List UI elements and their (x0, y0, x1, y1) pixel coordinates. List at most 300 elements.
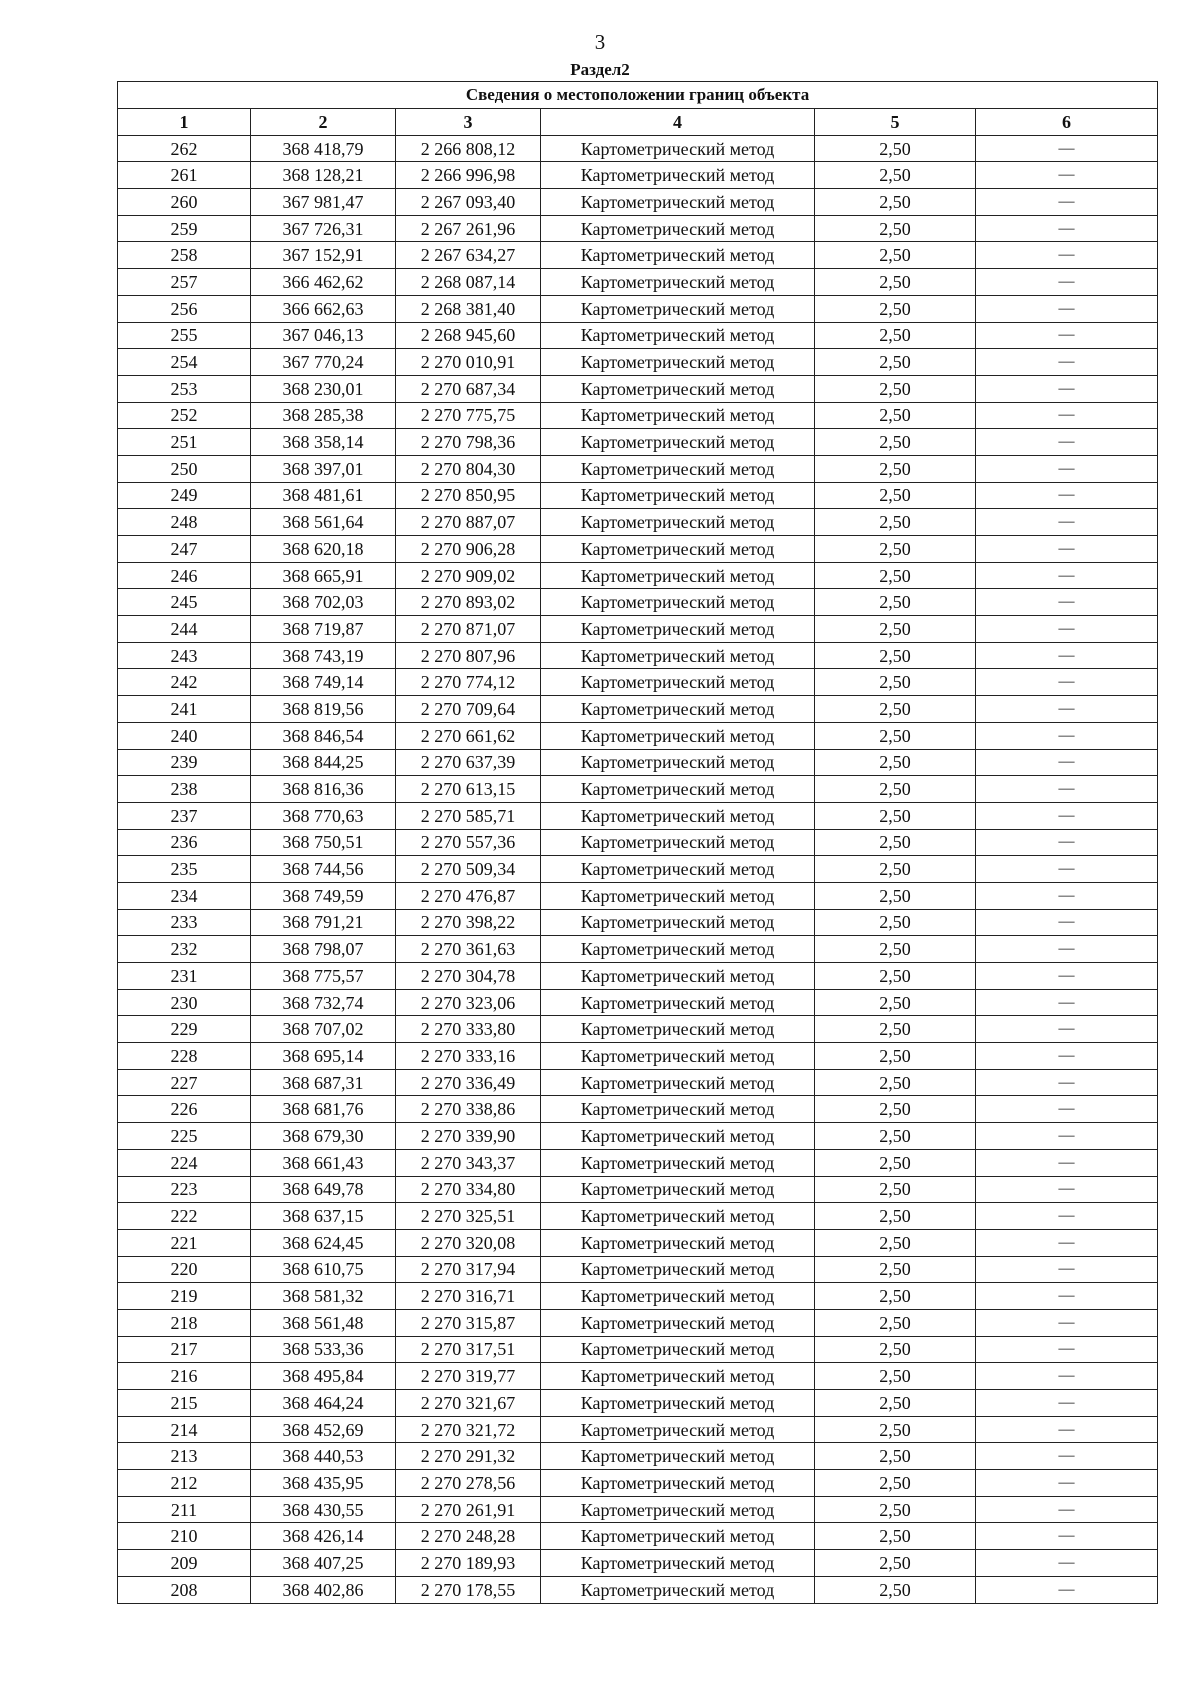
method-cell: Картометрический метод (541, 1336, 815, 1363)
method-cell: Картометрический метод (541, 909, 815, 936)
point-number-cell: 246 (118, 562, 251, 589)
y-coordinate-cell: 2 266 996,98 (396, 162, 541, 189)
table-row (118, 242, 1158, 269)
point-number-cell: 232 (118, 936, 251, 963)
method-cell: Картометрический метод (541, 189, 815, 216)
y-coordinate-cell: 2 270 637,39 (396, 749, 541, 776)
table-caption-row (118, 82, 1158, 109)
method-cell: Картометрический метод (541, 1043, 815, 1070)
y-coordinate-cell: 2 270 334,80 (396, 1176, 541, 1203)
point-number-cell: 214 (118, 1416, 251, 1443)
accuracy-cell: 2,50 (815, 375, 976, 402)
accuracy-cell: 2,50 (815, 1443, 976, 1470)
x-coordinate-cell: 368 230,01 (251, 375, 396, 402)
accuracy-cell: 2,50 (815, 1123, 976, 1150)
accuracy-cell: 2,50 (815, 536, 976, 563)
table-row (118, 989, 1158, 1016)
point-number-cell: 252 (118, 402, 251, 429)
description-cell: — (976, 1576, 1158, 1603)
column-number: 6 (976, 109, 1158, 136)
table-row (118, 1256, 1158, 1283)
description-cell: — (976, 802, 1158, 829)
accuracy-cell: 2,50 (815, 1283, 976, 1310)
method-cell: Картометрический метод (541, 402, 815, 429)
description-cell: — (976, 1309, 1158, 1336)
point-number-cell: 260 (118, 189, 251, 216)
method-cell: Картометрический метод (541, 1283, 815, 1310)
description-cell: — (976, 349, 1158, 376)
x-coordinate-cell: 368 561,64 (251, 509, 396, 536)
y-coordinate-cell: 2 268 087,14 (396, 269, 541, 296)
table-row (118, 963, 1158, 990)
method-cell: Картометрический метод (541, 429, 815, 456)
method-cell: Картометрический метод (541, 722, 815, 749)
table-row (118, 1043, 1158, 1070)
y-coordinate-cell: 2 270 278,56 (396, 1470, 541, 1497)
description-cell: — (976, 1363, 1158, 1390)
point-number-cell: 213 (118, 1443, 251, 1470)
accuracy-cell: 2,50 (815, 749, 976, 776)
description-cell: — (976, 509, 1158, 536)
method-cell: Картометрический метод (541, 242, 815, 269)
x-coordinate-cell: 368 481,61 (251, 482, 396, 509)
description-cell: — (976, 642, 1158, 669)
point-number-cell: 220 (118, 1256, 251, 1283)
point-number-cell: 237 (118, 802, 251, 829)
table-row (118, 189, 1158, 216)
description-cell: — (976, 402, 1158, 429)
method-cell: Картометрический метод (541, 322, 815, 349)
y-coordinate-cell: 2 270 871,07 (396, 616, 541, 643)
point-number-cell: 231 (118, 963, 251, 990)
accuracy-cell: 2,50 (815, 1043, 976, 1070)
description-cell: — (976, 963, 1158, 990)
x-coordinate-cell: 368 791,21 (251, 909, 396, 936)
y-coordinate-cell: 2 270 333,16 (396, 1043, 541, 1070)
point-number-cell: 233 (118, 909, 251, 936)
table-row (118, 295, 1158, 322)
table-row (118, 802, 1158, 829)
y-coordinate-cell: 2 270 509,34 (396, 856, 541, 883)
point-number-cell: 240 (118, 722, 251, 749)
y-coordinate-cell: 2 266 808,12 (396, 135, 541, 162)
table-row (118, 722, 1158, 749)
x-coordinate-cell: 368 665,91 (251, 562, 396, 589)
accuracy-cell: 2,50 (815, 1203, 976, 1230)
boundary-coordinates-table (117, 81, 1158, 1604)
method-cell: Картометрический метод (541, 1390, 815, 1417)
table-row (118, 669, 1158, 696)
description-cell: — (976, 989, 1158, 1016)
accuracy-cell: 2,50 (815, 642, 976, 669)
column-number: 2 (251, 109, 396, 136)
point-number-cell: 210 (118, 1523, 251, 1550)
x-coordinate-cell: 368 695,14 (251, 1043, 396, 1070)
table-row (118, 509, 1158, 536)
point-number-cell: 247 (118, 536, 251, 563)
x-coordinate-cell: 368 844,25 (251, 749, 396, 776)
point-number-cell: 225 (118, 1123, 251, 1150)
x-coordinate-cell: 368 775,57 (251, 963, 396, 990)
description-cell: — (976, 1203, 1158, 1230)
accuracy-cell: 2,50 (815, 1016, 976, 1043)
description-cell: — (976, 189, 1158, 216)
method-cell: Картометрический метод (541, 1096, 815, 1123)
point-number-cell: 244 (118, 616, 251, 643)
point-number-cell: 211 (118, 1496, 251, 1523)
x-coordinate-cell: 368 719,87 (251, 616, 396, 643)
accuracy-cell: 2,50 (815, 1363, 976, 1390)
description-cell: — (976, 669, 1158, 696)
point-number-cell: 219 (118, 1283, 251, 1310)
description-cell: — (976, 616, 1158, 643)
x-coordinate-cell: 368 687,31 (251, 1069, 396, 1096)
point-number-cell: 236 (118, 829, 251, 856)
point-number-cell: 241 (118, 696, 251, 723)
accuracy-cell: 2,50 (815, 1496, 976, 1523)
accuracy-cell: 2,50 (815, 1390, 976, 1417)
table-row (118, 1096, 1158, 1123)
method-cell: Картометрический метод (541, 509, 815, 536)
y-coordinate-cell: 2 270 291,32 (396, 1443, 541, 1470)
section-title: Раздел2 (570, 60, 630, 79)
accuracy-cell: 2,50 (815, 242, 976, 269)
method-cell: Картометрический метод (541, 642, 815, 669)
y-coordinate-cell: 2 270 557,36 (396, 829, 541, 856)
description-cell: — (976, 1283, 1158, 1310)
point-number-cell: 226 (118, 1096, 251, 1123)
method-cell: Картометрический метод (541, 749, 815, 776)
method-cell: Картометрический метод (541, 989, 815, 1016)
y-coordinate-cell: 2 270 304,78 (396, 963, 541, 990)
y-coordinate-cell: 2 270 319,77 (396, 1363, 541, 1390)
accuracy-cell: 2,50 (815, 589, 976, 616)
y-coordinate-cell: 2 270 320,08 (396, 1229, 541, 1256)
table-row (118, 749, 1158, 776)
x-coordinate-cell: 368 846,54 (251, 722, 396, 749)
method-cell: Картометрический метод (541, 1443, 815, 1470)
method-cell: Картометрический метод (541, 1149, 815, 1176)
method-cell: Картометрический метод (541, 269, 815, 296)
accuracy-cell: 2,50 (815, 696, 976, 723)
x-coordinate-cell: 368 707,02 (251, 1016, 396, 1043)
accuracy-cell: 2,50 (815, 215, 976, 242)
accuracy-cell: 2,50 (815, 162, 976, 189)
x-coordinate-cell: 366 462,62 (251, 269, 396, 296)
point-number-cell: 262 (118, 135, 251, 162)
method-cell: Картометрический метод (541, 1229, 815, 1256)
point-number-cell: 235 (118, 856, 251, 883)
y-coordinate-cell: 2 268 945,60 (396, 322, 541, 349)
description-cell: — (976, 1336, 1158, 1363)
y-coordinate-cell: 2 270 661,62 (396, 722, 541, 749)
point-number-cell: 221 (118, 1229, 251, 1256)
method-cell: Картометрический метод (541, 696, 815, 723)
accuracy-cell: 2,50 (815, 269, 976, 296)
method-cell: Картометрический метод (541, 375, 815, 402)
x-coordinate-cell: 368 798,07 (251, 936, 396, 963)
accuracy-cell: 2,50 (815, 802, 976, 829)
method-cell: Картометрический метод (541, 936, 815, 963)
x-coordinate-cell: 368 440,53 (251, 1443, 396, 1470)
description-cell: — (976, 135, 1158, 162)
x-coordinate-cell: 368 620,18 (251, 536, 396, 563)
x-coordinate-cell: 367 770,24 (251, 349, 396, 376)
point-number-cell: 209 (118, 1550, 251, 1577)
accuracy-cell: 2,50 (815, 1416, 976, 1443)
table-row (118, 909, 1158, 936)
y-coordinate-cell: 2 270 317,94 (396, 1256, 541, 1283)
accuracy-cell: 2,50 (815, 776, 976, 803)
point-number-cell: 257 (118, 269, 251, 296)
table-caption: Сведения о местоположении границ объекта (118, 82, 1158, 109)
point-number-cell: 208 (118, 1576, 251, 1603)
method-cell: Картометрический метод (541, 1470, 815, 1497)
method-cell: Картометрический метод (541, 856, 815, 883)
point-number-cell: 243 (118, 642, 251, 669)
description-cell: — (976, 1016, 1158, 1043)
point-number-cell: 212 (118, 1470, 251, 1497)
accuracy-cell: 2,50 (815, 1096, 976, 1123)
point-number-cell: 215 (118, 1390, 251, 1417)
table-row (118, 829, 1158, 856)
description-cell: — (976, 1390, 1158, 1417)
point-number-cell: 223 (118, 1176, 251, 1203)
description-cell: — (976, 1443, 1158, 1470)
description-cell: — (976, 375, 1158, 402)
y-coordinate-cell: 2 268 381,40 (396, 295, 541, 322)
x-coordinate-cell: 366 662,63 (251, 295, 396, 322)
x-coordinate-cell: 367 046,13 (251, 322, 396, 349)
x-coordinate-cell: 367 726,31 (251, 215, 396, 242)
method-cell: Картометрический метод (541, 1176, 815, 1203)
method-cell: Картометрический метод (541, 135, 815, 162)
y-coordinate-cell: 2 270 010,91 (396, 349, 541, 376)
y-coordinate-cell: 2 270 804,30 (396, 455, 541, 482)
description-cell: — (976, 536, 1158, 563)
description-cell: — (976, 882, 1158, 909)
column-numbers-row (118, 109, 1158, 136)
description-cell: — (976, 1096, 1158, 1123)
method-cell: Картометрический метод (541, 829, 815, 856)
accuracy-cell: 2,50 (815, 1176, 976, 1203)
accuracy-cell: 2,50 (815, 1229, 976, 1256)
x-coordinate-cell: 368 285,38 (251, 402, 396, 429)
table-row (118, 1470, 1158, 1497)
x-coordinate-cell: 368 426,14 (251, 1523, 396, 1550)
accuracy-cell: 2,50 (815, 616, 976, 643)
point-number-cell: 255 (118, 322, 251, 349)
x-coordinate-cell: 368 418,79 (251, 135, 396, 162)
y-coordinate-cell: 2 270 775,75 (396, 402, 541, 429)
x-coordinate-cell: 368 464,24 (251, 1390, 396, 1417)
table-row (118, 1309, 1158, 1336)
method-cell: Картометрический метод (541, 669, 815, 696)
table-row (118, 375, 1158, 402)
table-row (118, 1363, 1158, 1390)
accuracy-cell: 2,50 (815, 1576, 976, 1603)
y-coordinate-cell: 2 270 909,02 (396, 562, 541, 589)
method-cell: Картометрический метод (541, 802, 815, 829)
y-coordinate-cell: 2 267 093,40 (396, 189, 541, 216)
method-cell: Картометрический метод (541, 536, 815, 563)
description-cell: — (976, 589, 1158, 616)
y-coordinate-cell: 2 270 906,28 (396, 536, 541, 563)
accuracy-cell: 2,50 (815, 722, 976, 749)
table-row (118, 642, 1158, 669)
accuracy-cell: 2,50 (815, 1470, 976, 1497)
x-coordinate-cell: 368 358,14 (251, 429, 396, 456)
x-coordinate-cell: 368 816,36 (251, 776, 396, 803)
table-row (118, 349, 1158, 376)
y-coordinate-cell: 2 270 333,80 (396, 1016, 541, 1043)
method-cell: Картометрический метод (541, 215, 815, 242)
y-coordinate-cell: 2 267 634,27 (396, 242, 541, 269)
x-coordinate-cell: 368 397,01 (251, 455, 396, 482)
accuracy-cell: 2,50 (815, 509, 976, 536)
table-row (118, 455, 1158, 482)
y-coordinate-cell: 2 270 774,12 (396, 669, 541, 696)
page-number: 3 (594, 30, 606, 54)
description-cell: — (976, 1123, 1158, 1150)
accuracy-cell: 2,50 (815, 429, 976, 456)
table-row (118, 616, 1158, 643)
method-cell: Картометрический метод (541, 963, 815, 990)
method-cell: Картометрический метод (541, 1203, 815, 1230)
x-coordinate-cell: 368 743,19 (251, 642, 396, 669)
point-number-cell: 227 (118, 1069, 251, 1096)
table-row (118, 856, 1158, 883)
method-cell: Картометрический метод (541, 776, 815, 803)
x-coordinate-cell: 368 819,56 (251, 696, 396, 723)
method-cell: Картометрический метод (541, 1363, 815, 1390)
accuracy-cell: 2,50 (815, 829, 976, 856)
accuracy-cell: 2,50 (815, 936, 976, 963)
y-coordinate-cell: 2 270 178,55 (396, 1576, 541, 1603)
accuracy-cell: 2,50 (815, 402, 976, 429)
description-cell: — (976, 776, 1158, 803)
method-cell: Картометрический метод (541, 455, 815, 482)
method-cell: Картометрический метод (541, 162, 815, 189)
table-row (118, 562, 1158, 589)
method-cell: Картометрический метод (541, 589, 815, 616)
table-row (118, 1416, 1158, 1443)
description-cell: — (976, 1229, 1158, 1256)
description-cell: — (976, 482, 1158, 509)
x-coordinate-cell: 368 749,14 (251, 669, 396, 696)
accuracy-cell: 2,50 (815, 1336, 976, 1363)
accuracy-cell: 2,50 (815, 349, 976, 376)
description-cell: — (976, 429, 1158, 456)
y-coordinate-cell: 2 270 687,34 (396, 375, 541, 402)
description-cell: — (976, 696, 1158, 723)
description-cell: — (976, 749, 1158, 776)
method-cell: Картометрический метод (541, 562, 815, 589)
x-coordinate-cell: 368 402,86 (251, 1576, 396, 1603)
y-coordinate-cell: 2 270 338,86 (396, 1096, 541, 1123)
table-row (118, 1443, 1158, 1470)
point-number-cell: 254 (118, 349, 251, 376)
x-coordinate-cell: 368 681,76 (251, 1096, 396, 1123)
point-number-cell: 248 (118, 509, 251, 536)
table-row (118, 1016, 1158, 1043)
point-number-cell: 258 (118, 242, 251, 269)
point-number-cell: 253 (118, 375, 251, 402)
method-cell: Картометрический метод (541, 1550, 815, 1577)
x-coordinate-cell: 368 624,45 (251, 1229, 396, 1256)
method-cell: Картометрический метод (541, 882, 815, 909)
point-number-cell: 256 (118, 295, 251, 322)
y-coordinate-cell: 2 270 850,95 (396, 482, 541, 509)
table-row (118, 1550, 1158, 1577)
y-coordinate-cell: 2 270 261,91 (396, 1496, 541, 1523)
y-coordinate-cell: 2 270 709,64 (396, 696, 541, 723)
y-coordinate-cell: 2 270 798,36 (396, 429, 541, 456)
table-row (118, 936, 1158, 963)
table-row (118, 1576, 1158, 1603)
y-coordinate-cell: 2 270 315,87 (396, 1309, 541, 1336)
table-row (118, 589, 1158, 616)
point-number-cell: 216 (118, 1363, 251, 1390)
method-cell: Картометрический метод (541, 1016, 815, 1043)
table-row (118, 1496, 1158, 1523)
table-row (118, 1203, 1158, 1230)
accuracy-cell: 2,50 (815, 1550, 976, 1577)
point-number-cell: 217 (118, 1336, 251, 1363)
description-cell: — (976, 856, 1158, 883)
description-cell: — (976, 1416, 1158, 1443)
table-row (118, 269, 1158, 296)
accuracy-cell: 2,50 (815, 856, 976, 883)
x-coordinate-cell: 368 750,51 (251, 829, 396, 856)
y-coordinate-cell: 2 270 325,51 (396, 1203, 541, 1230)
accuracy-cell: 2,50 (815, 669, 976, 696)
accuracy-cell: 2,50 (815, 882, 976, 909)
table-row (118, 429, 1158, 456)
x-coordinate-cell: 367 981,47 (251, 189, 396, 216)
x-coordinate-cell: 368 561,48 (251, 1309, 396, 1336)
table-row (118, 1229, 1158, 1256)
y-coordinate-cell: 2 270 189,93 (396, 1550, 541, 1577)
table-row (118, 1523, 1158, 1550)
point-number-cell: 249 (118, 482, 251, 509)
table-row (118, 215, 1158, 242)
y-coordinate-cell: 2 270 361,63 (396, 936, 541, 963)
point-number-cell: 229 (118, 1016, 251, 1043)
x-coordinate-cell: 367 152,91 (251, 242, 396, 269)
column-number: 4 (541, 109, 815, 136)
point-number-cell: 218 (118, 1309, 251, 1336)
point-number-cell: 230 (118, 989, 251, 1016)
description-cell: — (976, 242, 1158, 269)
method-cell: Картометрический метод (541, 1523, 815, 1550)
point-number-cell: 242 (118, 669, 251, 696)
y-coordinate-cell: 2 270 887,07 (396, 509, 541, 536)
method-cell: Картометрический метод (541, 1309, 815, 1336)
table-row (118, 1149, 1158, 1176)
y-coordinate-cell: 2 270 613,15 (396, 776, 541, 803)
table-row (118, 696, 1158, 723)
method-cell: Картометрический метод (541, 1256, 815, 1283)
accuracy-cell: 2,50 (815, 322, 976, 349)
accuracy-cell: 2,50 (815, 1523, 976, 1550)
x-coordinate-cell: 368 407,25 (251, 1550, 396, 1577)
y-coordinate-cell: 2 270 321,67 (396, 1390, 541, 1417)
table-row (118, 1176, 1158, 1203)
description-cell: — (976, 1523, 1158, 1550)
x-coordinate-cell: 368 452,69 (251, 1416, 396, 1443)
x-coordinate-cell: 368 661,43 (251, 1149, 396, 1176)
